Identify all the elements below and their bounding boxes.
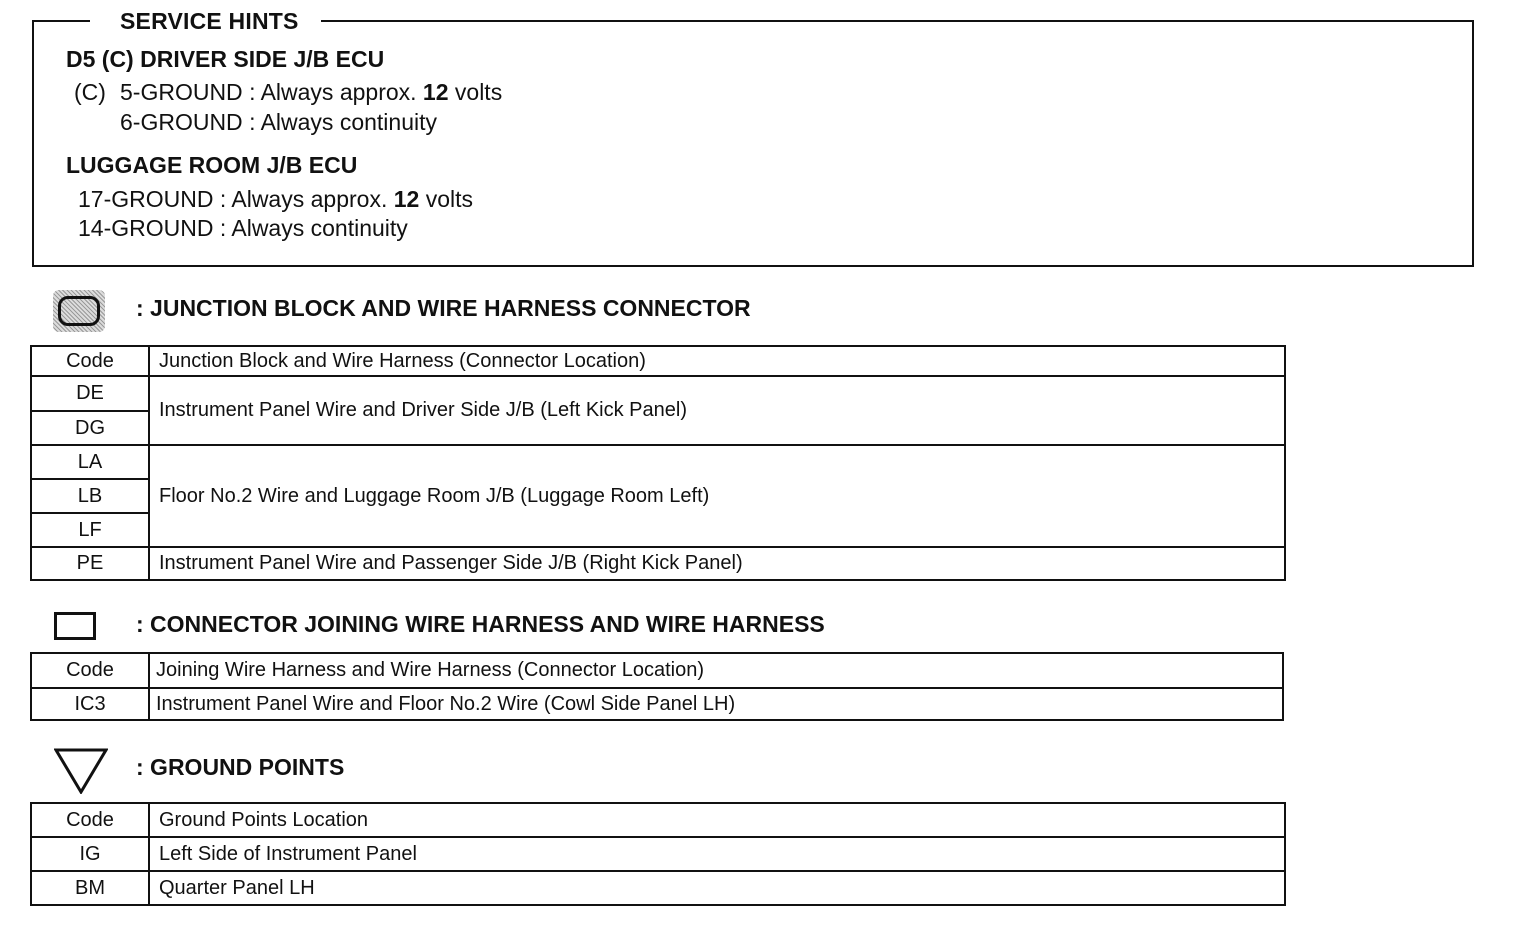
condition-text: : Always continuity [249, 109, 437, 135]
condition-text: : Always approx. [219, 186, 394, 212]
ground-points-heading: : GROUND POINTS [136, 754, 345, 780]
code-cell: LF [31, 513, 149, 547]
location-cell: Instrument Panel Wire and Driver Side J/B (Left Kick Panel) [149, 376, 1285, 445]
junction-block-table [30, 345, 1286, 581]
code-cell: IG [31, 837, 149, 871]
driver-side-jb-heading: D5 (C) DRIVER SIDE J/B ECU [66, 46, 385, 72]
ground-points-table [30, 802, 1286, 906]
location-cell: Floor No.2 Wire and Luggage Room J/B (Luggage Room Left) [149, 445, 1285, 547]
junction-block-connector-icon [53, 290, 105, 332]
table-row [31, 376, 1285, 411]
luggage-room-line-1 [78, 186, 473, 213]
junction-block-heading: : JUNCTION BLOCK AND WIRE HARNESS CONNECTOR [136, 295, 751, 321]
luggage-room-jb-heading: LUGGAGE ROOM J/B ECU [66, 152, 358, 178]
driver-side-line-1 [120, 79, 502, 106]
header-code: Code [31, 346, 149, 376]
condition-text: : Always approx. [249, 79, 423, 105]
terminal-label: 14-GROUND [78, 215, 214, 241]
header-code: Code [31, 803, 149, 837]
terminal-label: 6-GROUND [120, 109, 243, 135]
table-header-row [31, 653, 1283, 688]
connector-table [30, 652, 1284, 721]
header-description: Junction Block and Wire Harness (Connector Location) [149, 346, 1285, 376]
luggage-room-line-2 [78, 215, 408, 242]
location-cell: Instrument Panel Wire and Passenger Side J/B (Right Kick Panel) [149, 547, 1285, 580]
terminal-label: 5-GROUND [120, 79, 243, 105]
voltage-unit: volts [448, 79, 503, 105]
driver-side-line-2 [120, 109, 437, 136]
table-header-row [31, 346, 1285, 376]
voltage-unit: volts [419, 186, 473, 212]
table-row [31, 871, 1285, 905]
voltage-value: 12 [422, 79, 449, 105]
code-cell: DE [31, 376, 149, 411]
table-row [31, 547, 1285, 580]
table-row [31, 445, 1285, 479]
code-cell: DG [31, 411, 149, 445]
location-cell: Instrument Panel Wire and Floor No.2 Wire (Cowl Side Panel LH) [149, 688, 1283, 720]
header-description: Joining Wire Harness and Wire Harness (Connector Location) [149, 653, 1283, 688]
terminal-label: 17-GROUND [78, 186, 214, 212]
voltage-value: 12 [393, 186, 420, 212]
code-cell: LB [31, 479, 149, 513]
code-cell: IC3 [31, 688, 149, 720]
table-header-row [31, 803, 1285, 837]
connector-heading: : CONNECTOR JOINING WIRE HARNESS AND WIRE HARNESS [136, 611, 825, 637]
table-row [31, 688, 1283, 720]
header-description: Ground Points Location [149, 803, 1285, 837]
code-cell: PE [31, 547, 149, 580]
condition-text: : Always continuity [219, 215, 408, 241]
driver-side-prefix: (C) [74, 79, 106, 105]
header-code: Code [31, 653, 149, 688]
table-row [31, 837, 1285, 871]
wire-harness-connector-icon [54, 612, 96, 640]
service-hints-title: SERVICE HINTS [90, 8, 321, 35]
location-cell: Left Side of Instrument Panel [149, 837, 1285, 871]
ground-point-icon [54, 748, 108, 794]
code-cell: BM [31, 871, 149, 905]
location-cell: Quarter Panel LH [149, 871, 1285, 905]
code-cell: LA [31, 445, 149, 479]
